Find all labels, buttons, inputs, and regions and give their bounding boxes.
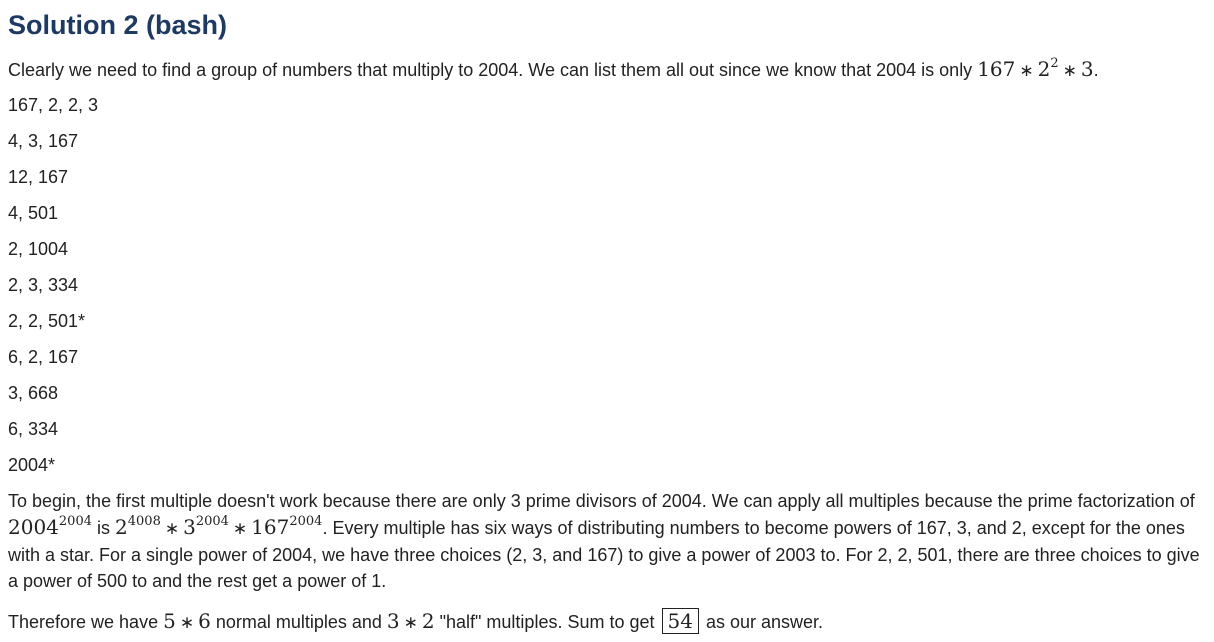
- list-item: 6, 2, 167: [8, 347, 79, 367]
- math-times: ∗: [164, 519, 180, 539]
- intro-text: Clearly we need to find a group of numbers that multiply to 2004. We can list them all out since we know that 2004 is only: [8, 60, 978, 80]
- conclusion-text: normal multiples and: [210, 612, 387, 632]
- explanation-paragraph: [8, 488, 1208, 594]
- list-item: 167, 2, 2, 3: [8, 95, 99, 115]
- math-5: 5: [163, 609, 176, 633]
- section-heading: Solution 2 (bash): [8, 10, 227, 40]
- math-2004-power: [8, 515, 92, 539]
- math-half-product: [387, 609, 435, 633]
- math-times: ∗: [232, 519, 248, 539]
- conclusion-text: Therefore we have: [8, 612, 164, 632]
- intro-paragraph: [8, 56, 1208, 92]
- list-item: 4, 3, 167: [8, 131, 79, 151]
- math-exponent: 2: [1050, 56, 1059, 71]
- math-6: 6: [198, 609, 211, 633]
- math-base: 2004: [8, 515, 59, 539]
- math-times: ∗: [1019, 61, 1034, 81]
- list-item: 2004*: [8, 455, 56, 475]
- math-exponent: 2004: [195, 514, 229, 529]
- conclusion-paragraph: [8, 608, 1208, 636]
- intro-period: .: [1093, 60, 1099, 80]
- explanation-text: To begin, the first multiple doesn't work because there are only 3 prime divisors of 2004. We can apply all multiples because the prime factorization of: [8, 491, 1195, 511]
- math-167: 167: [977, 57, 1016, 81]
- multiples-list: [8, 92, 1208, 488]
- list-item: 2, 1004: [8, 239, 69, 259]
- math-base: 2: [115, 515, 128, 539]
- math-normal-product: [163, 609, 211, 633]
- math-base: 167: [251, 515, 290, 539]
- list-item: 2, 2, 501*: [8, 311, 86, 331]
- math-times: ∗: [1062, 61, 1077, 81]
- explanation-text: . Every multiple has six ways of distributing numbers to become powers of 167, 3, and 2, except for the ones with a star. For a single power of 2004, we have three choices (2, 3, and 167) to give a power of 2003 to. For 2, 2, 501, there are three choices to give a power of 500 to and the rest get a power of 1.: [8, 518, 1200, 591]
- boxed-answer: 54: [662, 608, 699, 634]
- math-exponent: 4008: [127, 514, 161, 529]
- math-3: 3: [386, 609, 400, 633]
- list-item: 4, 501: [8, 203, 59, 223]
- math-2: 2: [1037, 57, 1051, 81]
- explanation-text: is: [92, 518, 116, 538]
- math-times: ∗: [403, 613, 418, 633]
- math-base: 3: [183, 515, 196, 539]
- list-item: 6, 334: [8, 419, 59, 439]
- list-item: 3, 668: [8, 383, 59, 403]
- math-3: 3: [1080, 57, 1094, 81]
- factorization-math: [977, 57, 1093, 81]
- math-2: 2: [421, 609, 435, 633]
- math-exponent: 2004: [289, 514, 323, 529]
- math-exponent: 2004: [58, 514, 92, 529]
- conclusion-text: "half" multiples. Sum to get: [434, 612, 660, 632]
- conclusion-text: as our answer.: [700, 612, 824, 632]
- solution-section: [8, 0, 1208, 636]
- math-times: ∗: [179, 613, 195, 633]
- prime-factorization-math: [115, 515, 322, 539]
- list-item: 2, 3, 334: [8, 275, 79, 295]
- list-item: 12, 167: [8, 167, 69, 187]
